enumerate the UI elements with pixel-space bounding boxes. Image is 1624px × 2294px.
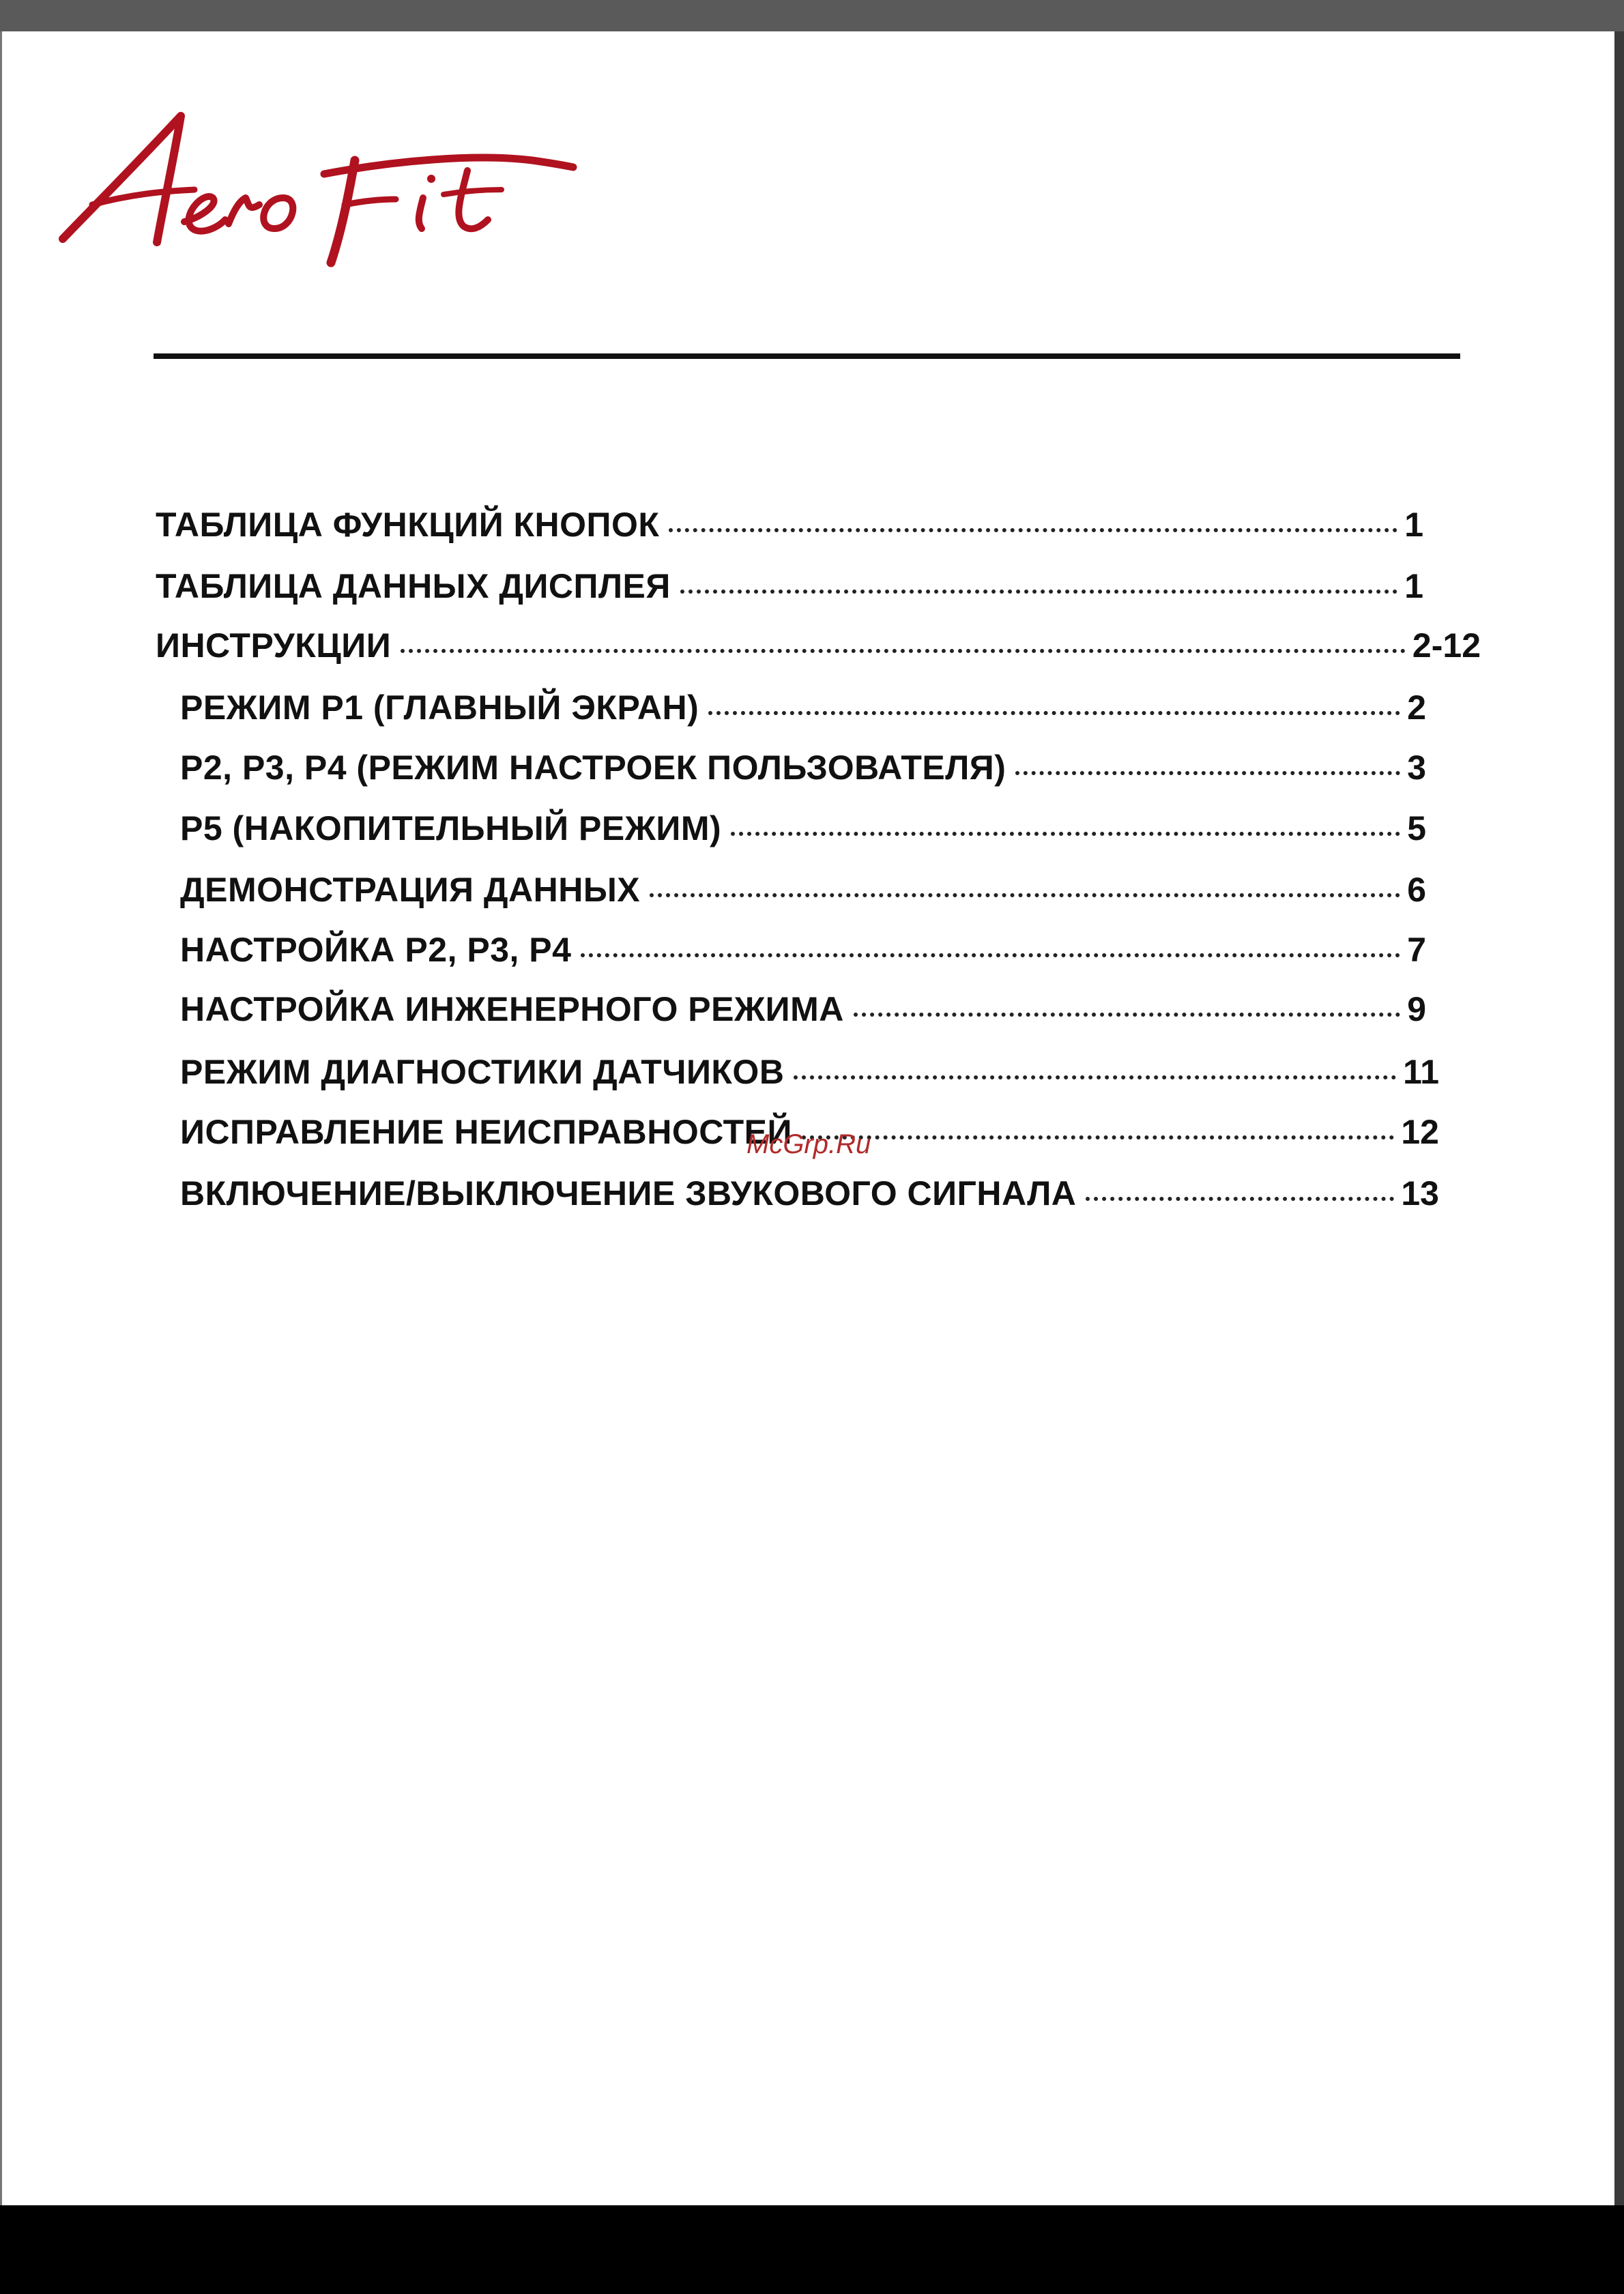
toc-entry[interactable] xyxy=(180,870,1426,919)
toc-leader-dots xyxy=(669,528,1397,532)
toc-entry-title: НАСТРОЙКА ИНЖЕНЕРНОГО РЕЖИМА xyxy=(180,990,844,1028)
toc-entry-title: РЕЖИМ P1 (ГЛАВНЫЙ ЭКРАН) xyxy=(180,688,699,727)
toc-entry-page: 12 xyxy=(1401,1113,1439,1151)
toc-entry[interactable] xyxy=(180,930,1426,979)
right-page-edge xyxy=(1614,31,1624,2205)
toc-entry-page: 6 xyxy=(1407,871,1426,909)
toc-leader-dots xyxy=(1086,1197,1394,1201)
toc-entry[interactable] xyxy=(180,809,1426,858)
toc-leader-dots xyxy=(854,1013,1400,1017)
toc-leader-dots xyxy=(680,590,1397,594)
toc-entry-title: P5 (НАКОПИТЕЛЬНЫЙ РЕЖИМ) xyxy=(180,809,722,847)
toc-entry[interactable] xyxy=(180,748,1426,797)
toc-entry[interactable] xyxy=(156,626,1481,675)
toc-entry[interactable] xyxy=(180,688,1426,737)
toc-entry-title: НАСТРОЙКА P2, P3, P4 xyxy=(180,931,572,969)
toc-entry[interactable] xyxy=(180,989,1426,1039)
toc-leader-dots xyxy=(650,893,1400,897)
toc-leader-dots xyxy=(794,1075,1396,1079)
toc-entry-title: ТАБЛИЦА ДАННЫХ ДИСПЛЕЯ xyxy=(156,567,671,605)
toc-entry-title: ВКЛЮЧЕНИЕ/ВЫКЛЮЧЕНИЕ ЗВУКОВОГО СИГНАЛА xyxy=(180,1174,1077,1213)
toc-leader-dots xyxy=(802,1135,1394,1139)
toc-entry-page: 7 xyxy=(1407,931,1426,969)
toc-entry-page: 1 xyxy=(1404,567,1423,605)
toc-entry[interactable] xyxy=(180,1174,1439,1223)
toc-entry-title: ДЕМОНСТРАЦИЯ ДАННЫХ xyxy=(180,871,641,909)
toc-entry-page: 2-12 xyxy=(1412,626,1481,665)
toc-entry-title: ИНСТРУКЦИИ xyxy=(156,626,392,665)
toc-entry-page: 2 xyxy=(1407,688,1426,727)
toc-entry[interactable] xyxy=(156,566,1423,615)
toc-entry-title: ИСПРАВЛЕНИЕ НЕИСПРАВНОСТЕЙ xyxy=(180,1113,792,1151)
toc-entry[interactable] xyxy=(180,1052,1439,1101)
toc-entry-title: ТАБЛИЦА ФУНКЦИЙ КНОПОК xyxy=(156,506,660,544)
header-rule xyxy=(154,353,1460,359)
toc-leader-dots xyxy=(581,953,1400,957)
watermark-text: McGrp.Ru xyxy=(746,1129,871,1159)
toc-leader-dots xyxy=(731,832,1400,836)
toc-leader-dots xyxy=(1015,771,1400,775)
toc-entry-page: 13 xyxy=(1401,1174,1439,1213)
toc-entry-page: 9 xyxy=(1407,990,1426,1028)
left-page-edge xyxy=(0,31,2,2205)
toc-entry-title: P2, P3, P4 (РЕЖИМ НАСТРОЕК ПОЛЬЗОВАТЕЛЯ) xyxy=(180,749,1006,787)
top-border xyxy=(0,0,1624,31)
toc-entry[interactable] xyxy=(156,505,1423,554)
toc-leader-dots xyxy=(401,649,1406,653)
toc-entry-title: РЕЖИМ ДИАГНОСТИКИ ДАТЧИКОВ xyxy=(180,1053,785,1091)
toc-entry-page: 1 xyxy=(1404,506,1423,544)
aerofit-logo xyxy=(55,102,587,273)
bottom-border xyxy=(0,2205,1624,2294)
toc-entry-page: 3 xyxy=(1407,749,1426,787)
toc-entry-page: 5 xyxy=(1407,809,1426,847)
toc-leader-dots xyxy=(708,711,1400,715)
toc-entry-page: 11 xyxy=(1403,1053,1439,1091)
